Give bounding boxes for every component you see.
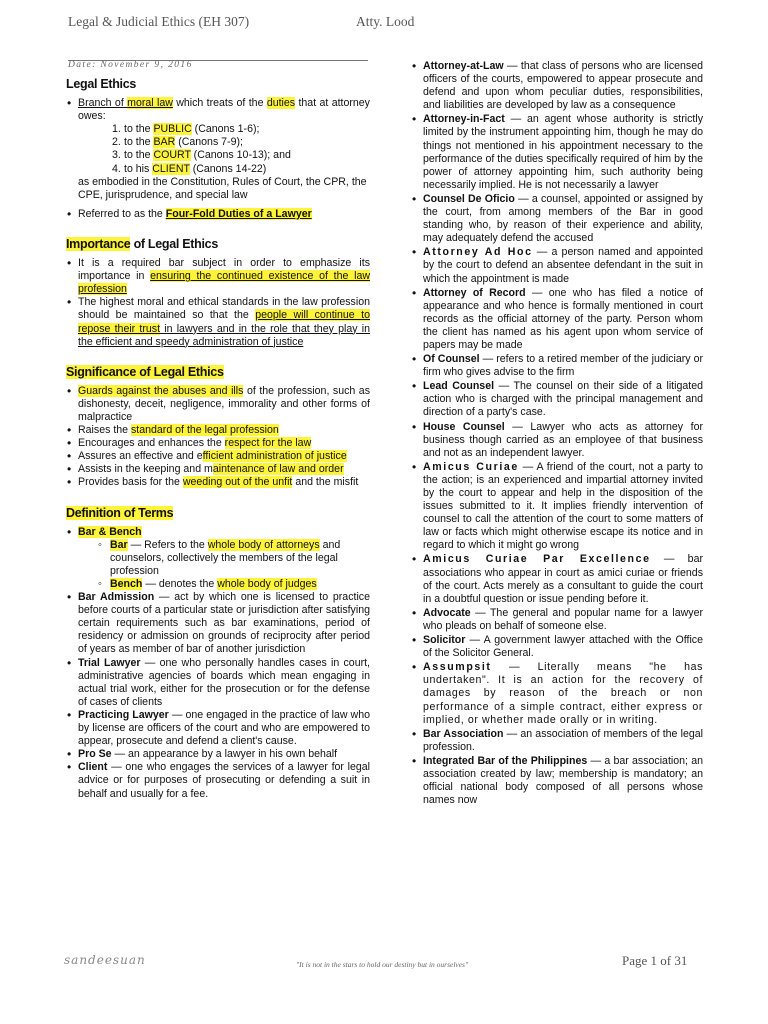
significance-bullet [66, 385, 370, 424]
term-text: — an appearance by a lawyer in his own behalf [111, 748, 338, 761]
term-label: Amicus Curiae Par Excellence [423, 553, 651, 566]
footer-quote: "It is not in the stars to hold our destiny but in ourselves" [296, 960, 469, 969]
term-definition [66, 748, 370, 761]
term-definition [411, 607, 703, 633]
text-fragment: — Refers to the [127, 538, 208, 551]
term-definition [411, 380, 703, 419]
text-fragment: (Canons 1-6); [191, 123, 260, 136]
text-fragment: The highest moral and ethical standards in the law profession should be maintained so that the [78, 296, 370, 322]
significance-bullet [66, 476, 370, 489]
term-text: — act by which one is licensed to practice before courts of a particular state or jurisdiction after satisfying certain requirements such as bar examinations, period of residency or admission on grounds of reciprocity after period of years as member of bar of another jurisdiction [78, 591, 370, 656]
bench-definition [66, 578, 370, 591]
highlight-bar-bench: Bar & Bench [78, 525, 142, 538]
document-header [68, 14, 704, 30]
term-definition [66, 761, 370, 800]
highlight-duties: duties [266, 97, 296, 110]
text-fragment: and the misfit [292, 476, 359, 489]
duty-item [66, 123, 370, 136]
term-label: Bar Association [423, 727, 504, 740]
bar-bench-bullet [66, 526, 370, 539]
term-label: Advocate [423, 606, 471, 619]
highlight-attorneys: whole body of attorneys [207, 538, 320, 551]
highlight-continued-existence: ensuring the continued existence of the law profession [78, 270, 370, 296]
duty-item [66, 136, 370, 149]
highlight-maintenance: aintenance of law and order [212, 463, 344, 476]
term-bench: Bench [110, 578, 143, 590]
section-title-definitions [66, 507, 370, 520]
term-bar: Bar [110, 538, 128, 551]
term-label: Attorney-at-Law [423, 60, 504, 72]
highlight-importance: Importance [66, 236, 131, 251]
item-number: 1. [112, 123, 121, 136]
highlight-moral-law: moral law [127, 97, 173, 110]
highlight-standard: standard of the legal profession [131, 424, 279, 437]
term-text: — that class of persons who are licensed officers of the courts, empowered to appear prosecute and defend and upon whom peculiar duties, responsibilities, and liabilities are developed by law as a consequence [423, 60, 703, 112]
term-label: Of Counsel [423, 353, 480, 366]
term-label: Counsel De Oficio [423, 192, 515, 205]
term-label: House Counsel [423, 420, 505, 433]
highlight-client: CLIENT [152, 162, 190, 175]
embodied-note: as embodied in the Constitution, Rules of Court, the CPR, the CPE, jurisprudence, and special law [78, 175, 367, 201]
term-label: Assumpsit [423, 661, 492, 674]
highlight-public: PUBLIC [153, 123, 192, 136]
text-fragment: (Canons 7-9); [175, 136, 243, 149]
term-definition [411, 287, 703, 352]
term-text: — The general and popular name for a lawyer who pleads on behalf of someone else. [423, 606, 703, 632]
text-fragment: Provides basis for the [78, 476, 183, 489]
text-fragment: Encourages and enhances the [78, 437, 225, 450]
term-definition [66, 709, 370, 748]
term-definition [411, 728, 703, 754]
text-fragment: — denotes the [142, 578, 218, 590]
term-definition [411, 246, 703, 285]
term-text: — an agent whose authority is strictly limited by the instrument appointing him, though he may do things not mentioned in his appointment necessary to the performance of the duties specifically required of him by the power of attorney appointing him, such authority being necessarily implied. He is not necessarily a lawyer [423, 113, 703, 191]
highlight-judges: whole body of judges [217, 578, 317, 590]
text-fragment: that at attorney owes: [78, 97, 370, 123]
text-fragment: Branch of [78, 97, 128, 110]
term-label: Bar Admission [78, 591, 155, 604]
text-fragment: Raises the [78, 424, 131, 437]
text-fragment: to the [124, 123, 154, 136]
text-fragment: to the [124, 136, 154, 149]
importance-bullet [66, 296, 370, 348]
text-fragment: Assures an effective and e [78, 450, 203, 463]
term-text: — A government lawyer attached with the Office of the Solicitor General. [423, 634, 703, 660]
term-text: — The counsel on their side of a litigated action who is charged with the principal management and direction of a party's case. [423, 380, 703, 419]
text-fragment: Referred to as the [78, 207, 166, 220]
highlight-four-fold: Four-Fold Duties of a Lawyer [165, 207, 312, 220]
significance-bullet [66, 424, 370, 437]
text-fragment: of Legal Ethics [130, 236, 218, 251]
course-title: Legal & Judicial Ethics (EH 307) [68, 14, 250, 29]
term-text: — a person named and appointed by the court to defend an absentee defendant in the suit in which the appointment is made [423, 246, 703, 285]
term-text: — one who engages the services of a lawyer for legal advice or for purposes of prosecuting or defending a suit in behalf and usually for a fee. [78, 761, 370, 800]
term-label: Lead Counsel [423, 380, 495, 393]
term-label: Attorney Ad Hoc [423, 246, 533, 259]
left-column [66, 78, 370, 801]
right-column [411, 60, 703, 808]
four-fold-bullet [66, 208, 370, 221]
legal-ethics-definition [66, 97, 370, 123]
text-fragment: of the profession, such as dishonesty, deceit, negligence, immorality and other forms of malpractice [78, 384, 370, 423]
text-fragment: Assists in the keeping and m [78, 463, 213, 476]
highlight-respect: respect for the law [224, 437, 312, 450]
term-definition [411, 461, 703, 553]
item-number: 3. [112, 149, 121, 162]
duty-item [66, 149, 370, 162]
item-number: 4. [112, 162, 121, 175]
item-number: 2. [112, 136, 121, 149]
significance-bullet [66, 437, 370, 450]
term-text: — one who has filed a notice of appearance and who hence is formally mentioned in court records as the official attorney of the party. Person whom the client has named as his agent upon whom service of papers may be made [423, 286, 703, 351]
term-label: Amicus Curiae [423, 460, 519, 473]
text-fragment: to his [124, 162, 153, 175]
highlight-weeding: weeding out of the unfit [182, 476, 293, 489]
term-text: — an association of members of the legal profession. [423, 727, 703, 753]
text-fragment: in lawyers and in the role that they play in the efficient and speedy administration of justice [78, 322, 370, 348]
duty-item [66, 163, 370, 176]
term-text: — a bar association; an association created by law; membership is mandatory; an official national body composed of all persons whose names now [423, 754, 703, 807]
term-label: Solicitor [423, 634, 466, 647]
term-text: — Lawyer who acts as attorney for business though carried as an employee of that business and not as an independent lawyer. [423, 420, 703, 459]
text-fragment: (Canons 10-13); and [190, 149, 291, 162]
term-text: — refers to a retired member of the judiciary or firm who gives advise to the firm [423, 353, 703, 379]
text-fragment: which treats of the [172, 97, 267, 110]
term-label: Attorney of Record [423, 286, 526, 299]
term-definition [411, 60, 703, 112]
significance-bullet [66, 450, 370, 463]
highlight-court: COURT [153, 149, 191, 162]
text-fragment: (Canons 14-22) [189, 162, 267, 175]
term-text: — Literally means "he has undertaken". It is an action for the recovery of damages by reason of the breach or non performance of a simple contract, either express or implied, or whether made orally or in writing. [423, 661, 703, 726]
highlight-guards: Guards against the abuses and ills [78, 384, 244, 397]
text-fragment: It is a required bar subject in order to emphasize its importance in [78, 257, 370, 283]
importance-bullet [66, 257, 370, 296]
term-definition [66, 657, 370, 709]
highlight-bar: BAR [153, 136, 176, 149]
term-definition [411, 421, 703, 460]
term-definition [411, 661, 703, 726]
section-title-legal-ethics: Legal Ethics [66, 77, 137, 91]
term-definition [66, 591, 370, 656]
lecture-date: Date: November 9, 2016 [68, 60, 193, 70]
term-text: — one who personally handles cases in court, administrative agencies of boards which mean engaging in actual trial work, either for the prosecution or for the defense of cases of clients [78, 656, 370, 708]
text-fragment: to the [124, 149, 154, 162]
page-number: Page 1 of 31 [622, 953, 688, 968]
term-text: — bar associations who appear in court as amici curiae or friends of the court. Acts merely as a consultant to guide the court in a doubtful question or issue pending before it. [423, 553, 703, 605]
text-fragment: and counselors, collectively the members of the legal profession [110, 538, 341, 577]
highlight-significance: Significance of Legal Ethics [66, 364, 224, 379]
term-definition [411, 193, 703, 245]
term-label: Attorney-in-Fact [423, 113, 505, 126]
term-definition [411, 353, 703, 379]
bar-definition [66, 539, 370, 578]
signature: sandeesuan [64, 953, 146, 967]
term-label: Integrated Bar of the Philippines [423, 754, 588, 767]
term-text: — A friend of the court, not a party to the action; is an experienced and impartial attorney invited by the court to appear and help in the disposition of the issues submitted to it. It implies friendly intervention of counsel to call the attention of the court to some matters of law or facts which might otherwise escape its notice and in regard to which it might go wrong [423, 460, 704, 552]
highlight-efficient: fficient administration of justice [202, 450, 347, 463]
highlight-definitions: Definition of Terms [66, 505, 174, 520]
term-definition [411, 553, 703, 605]
section-title-importance [66, 238, 370, 251]
highlight-repose-trust: people will continue to repose their trust [78, 309, 370, 335]
term-definition [411, 113, 703, 192]
term-label: Client [78, 761, 108, 774]
instructor-name: Atty. Lood [356, 14, 415, 29]
term-text: — a counsel, appointed or assigned by the court, from among members of the Bar in good standing who, by reason of their experience and ability, may adequately defend the accused [423, 192, 703, 245]
term-definition [411, 634, 703, 660]
significance-bullet [66, 463, 370, 476]
term-text: — one engaged in the practice of law who by license are officers of the court and who are empowered to appear, prosecute and defend a client's cause. [78, 708, 370, 748]
term-label: Trial Lawyer [78, 656, 141, 669]
section-title-significance [66, 366, 370, 379]
term-label: Pro Se [78, 748, 112, 761]
term-label: Practicing Lawyer [78, 708, 169, 721]
term-definition [411, 755, 703, 807]
